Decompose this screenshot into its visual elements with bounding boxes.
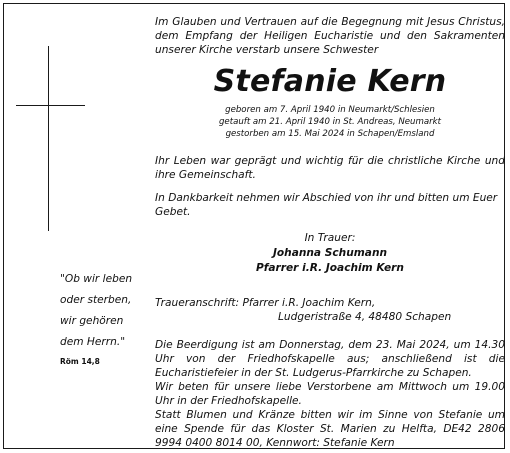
prayer-text: Wir beten für unsere liebe Verstorbene am Mittwoch um 19.00 Uhr in der Friedhofskapelle. xyxy=(155,381,505,407)
cross-vertical-bar xyxy=(48,46,49,231)
deceased-name: Stefanie Kern xyxy=(213,64,447,99)
address-line-2: Ludgeristraße 4, 48480 Schapen xyxy=(278,311,452,323)
life-text: Ihr Leben war geprägt und wichtig für die christliche Kirche und ihre Gemeinschaft. xyxy=(155,155,505,181)
birth-date: geboren am 7. April 1940 in Neumarkt/Schlesien xyxy=(225,105,435,115)
obituary-frame xyxy=(3,3,505,449)
address-line-1: Traueranschrift: Pfarrer i.R. Joachim Kern, xyxy=(155,297,376,309)
quote-line: oder sterben, xyxy=(60,294,132,306)
mourners-block xyxy=(155,231,505,276)
mourning-address xyxy=(155,296,505,324)
quote-reference: Röm 14,8 xyxy=(60,357,100,366)
farewell-text: In Dankbarkeit nehmen wir Abschied von ihr und bitten um Euer Gebet. xyxy=(155,192,498,218)
bible-quote xyxy=(60,272,145,368)
baptism-date: getauft am 21. April 1940 in St. Andreas, Neumarkt xyxy=(218,117,442,127)
cross-horizontal-bar xyxy=(16,105,85,106)
funeral-text: Die Beerdigung ist am Donnerstag, dem 23. Mai 2024, um 14.30 Uhr von der Friedhofskapelle aus; anschließend ist die Eucharistiefeier in der St. Ludgerus-Pfarrkirche zu Schapen. xyxy=(155,339,505,379)
quote-line: "Ob wir leben xyxy=(60,273,133,285)
mourner-name: Pfarrer i.R. Joachim Kern xyxy=(256,262,404,274)
donation-text: Statt Blumen und Kränze bitten wir im Sinne von Stefanie um eine Spende für das Kloster St. Marien zu Helfta, DE42 2806 9994 0400 8014 00, Kennwort: Stefanie Kern xyxy=(155,409,505,449)
life-dates xyxy=(155,104,505,140)
quote-line: dem Herrn." xyxy=(60,336,126,348)
intro-text: Im Glauben und Vertrauen auf die Begegnung mit Jesus Christus, dem Empfang der Heiligen Eucharistie und den Sakramenten unserer Kirche verstarb unsere Schwester xyxy=(155,16,505,56)
quote-line: wir gehören xyxy=(60,315,124,327)
death-date: gestorben am 15. Mai 2024 in Schapen/Emsland xyxy=(225,129,435,139)
mourner-name: Johanna Schumann xyxy=(272,247,388,259)
mourning-label: In Trauer: xyxy=(304,232,356,244)
